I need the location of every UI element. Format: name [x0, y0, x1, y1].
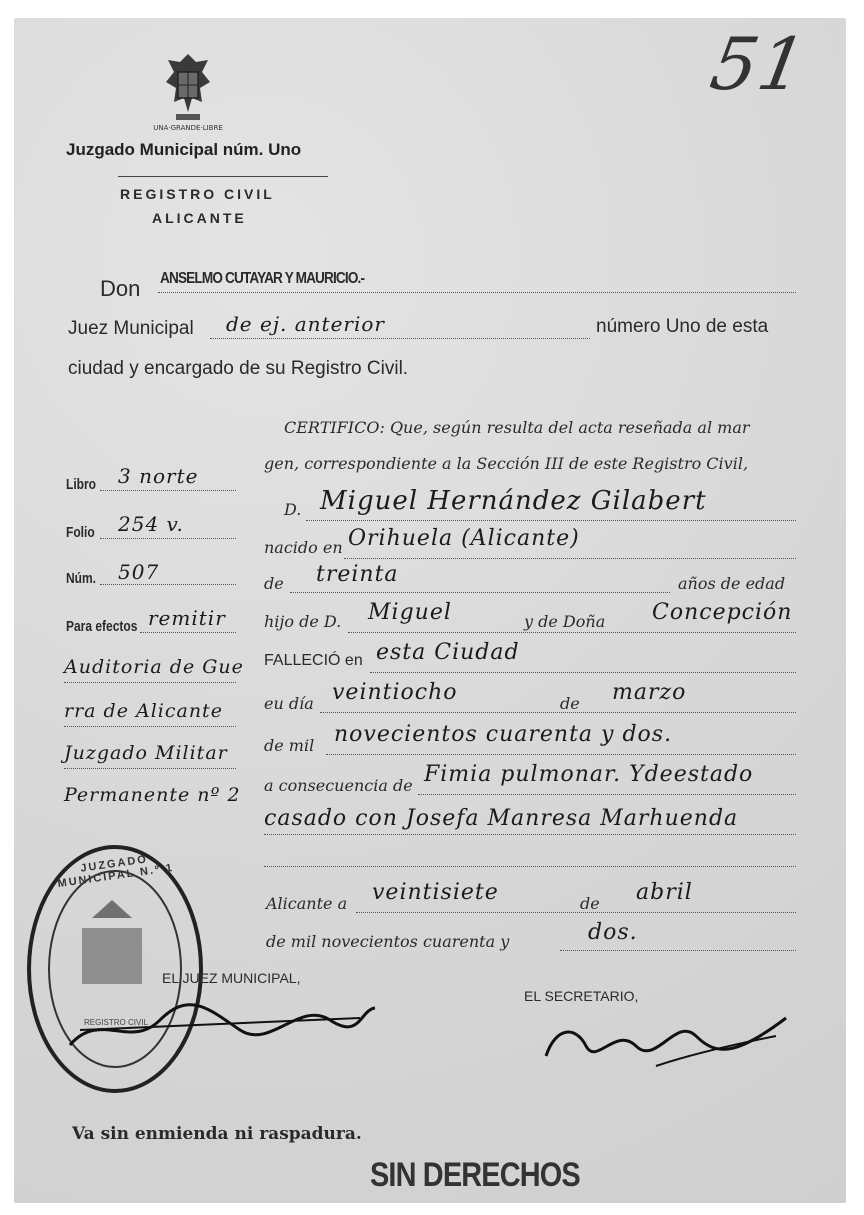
age-value: treinta	[316, 562, 399, 587]
born-label: nacido en	[264, 538, 343, 557]
efectos-value: remitir	[148, 606, 226, 630]
no-amendment-note: Va sin enmienda ni raspadura.	[72, 1124, 362, 1144]
corner-mark: 51	[704, 22, 814, 106]
dotted-line	[356, 912, 796, 913]
dotted-line	[264, 866, 796, 867]
dotted-line	[326, 754, 796, 755]
issue-day: veintisiete	[372, 880, 499, 905]
dotted-line	[100, 584, 236, 585]
dotted-line	[290, 592, 670, 593]
coat-of-arms-icon	[153, 50, 223, 132]
judge-name-stamp: ANSELMO CUTAYAR Y MAURICIO.-	[160, 270, 365, 287]
secretary-signature	[536, 1006, 796, 1076]
judge-line-2: ciudad y encargado de su Registro Civil.	[68, 358, 409, 379]
num-value: 507	[118, 560, 160, 584]
dotted-line	[344, 558, 796, 559]
died-label: FALLECIÓ en	[264, 652, 363, 669]
dotted-line	[264, 834, 796, 835]
age-de-label: de	[264, 574, 284, 593]
issue-month: abril	[636, 880, 693, 905]
d-label: D.	[284, 500, 302, 519]
judge-title-label: Juez Municipal	[68, 318, 194, 339]
judge-title-suffix: número Uno de esta	[596, 316, 769, 337]
dotted-line	[418, 794, 796, 795]
dotted-line	[210, 338, 590, 339]
issue-place-label: Alicante a	[266, 894, 348, 913]
num-label: Núm.	[66, 570, 96, 587]
libro-label: Libro	[66, 476, 96, 493]
judge-signature	[60, 990, 380, 1060]
mother-name: Concepción	[652, 600, 793, 625]
dotted-line	[158, 292, 796, 293]
secretary-signature-label: EL SECRETARIO,	[524, 988, 639, 1004]
born-place: Orihuela (Alicante)	[348, 526, 580, 551]
dotted-line	[348, 632, 796, 633]
issue-de-label: de	[580, 894, 600, 913]
day-label: eu día	[264, 694, 314, 713]
death-year: novecientos cuarenta y dos.	[334, 722, 673, 747]
dotted-line	[306, 520, 796, 521]
no-charge-stamp: SIN DERECHOS	[370, 1156, 580, 1194]
judge-title-hand: de ej. anterior	[226, 312, 385, 336]
certify-line-2: gen, correspondiente a la Sección III de este Registro Civil,	[264, 454, 749, 473]
registry-underline	[118, 176, 328, 177]
don-label: Don	[100, 276, 141, 301]
dotted-line	[100, 490, 236, 491]
dotted-line	[100, 538, 236, 539]
court-name: Juzgado Municipal núm. Uno	[66, 140, 302, 159]
dotted-line	[64, 726, 236, 727]
dotted-line	[64, 682, 236, 683]
father-name: Miguel	[368, 600, 452, 625]
svg-text:UNA·GRANDE·LIBRE: UNA·GRANDE·LIBRE	[153, 124, 223, 132]
mother-label: y de Doña	[524, 612, 606, 631]
side-note-1: Auditoria de Gue	[64, 656, 244, 678]
death-month: marzo	[612, 680, 687, 705]
dotted-line	[320, 712, 796, 713]
issue-year: dos.	[588, 920, 638, 945]
seal-inner-text: REGISTRO CIVIL	[84, 1018, 149, 1027]
libro-value: 3 norte	[118, 464, 199, 488]
side-note-4: Permanente nº 2	[64, 784, 241, 806]
dotted-line	[140, 632, 236, 633]
death-cause: Fimia pulmonar. Ydeestado	[424, 762, 754, 787]
side-note-2: rra de Alicante	[64, 700, 223, 722]
marital-status: casado con Josefa Manresa Marhuenda	[264, 806, 739, 831]
judge-signature-label: EL JUEZ MUNICIPAL,	[162, 970, 301, 986]
year-label: de mil	[264, 736, 315, 755]
dotted-line	[370, 672, 796, 673]
death-day: veintiocho	[332, 680, 458, 705]
registry-name: REGISTRO CIVIL	[120, 186, 275, 202]
deceased-name: Miguel Hernández Gilabert	[320, 486, 707, 516]
son-label: hijo de D.	[264, 612, 342, 631]
folio-label: Folio	[66, 524, 95, 541]
side-note-3: Juzgado Militar	[64, 742, 228, 764]
cause-label: a consecuencia de	[264, 776, 413, 795]
age-suffix: años de edad	[678, 574, 786, 593]
dotted-line	[64, 768, 236, 769]
month-label: de	[560, 694, 580, 713]
folio-value: 254 v.	[118, 512, 184, 536]
city-name: ALICANTE	[152, 210, 247, 226]
issue-year-label: de mil novecientos cuarenta y	[266, 932, 510, 951]
dotted-line	[560, 950, 796, 951]
died-place: esta Ciudad	[376, 640, 520, 665]
certify-line-1: CERTIFICO: Que, según resulta del acta reseñada al mar	[284, 418, 750, 437]
seal-text: JUZGADO MUNICIPAL N.º 1	[56, 853, 175, 891]
efectos-label: Para efectos	[66, 618, 138, 635]
